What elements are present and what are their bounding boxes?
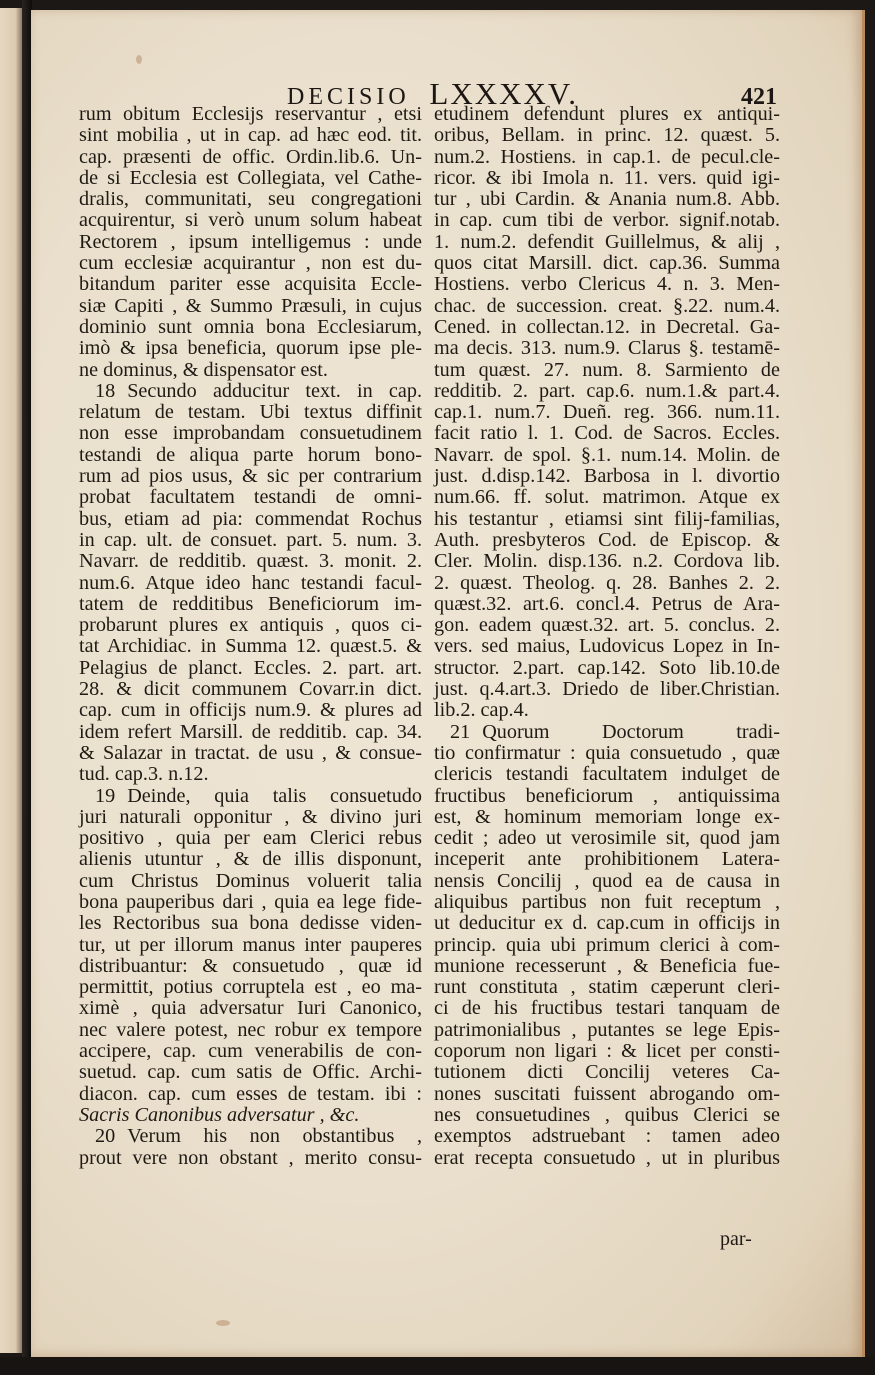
line-text: cedit ; adeo ut verosimile sit, quod jam [434,827,780,850]
line-text: probarunt plures ex antiquis , quos ci- [79,614,422,637]
paper-stain [136,55,142,64]
line-text: tum quæst. 27. num. 8. Sarmiento de [434,358,780,381]
text-line [434,700,780,721]
line-text: num.2. Hostiens. in cap.1. de pecul.cle- [434,145,780,168]
line-text: tat Archidiac. in Summa 12. quæst.5. & [79,635,422,658]
paragraph-start-line [79,1126,422,1147]
line-text: tatem de redditibus Beneficiorum im- [79,592,422,615]
text-line [434,147,780,168]
text-line [79,594,422,615]
paragraph-number: 18 [95,379,116,402]
text-line [434,871,780,892]
text-line [434,168,780,189]
line-text: probat facultatem testandi de omni- [79,486,422,509]
text-line [434,1084,780,1105]
line-text: & Salazar in tractat. de usu , & consue- [79,741,422,764]
text-line [79,296,422,317]
running-title-numeral: LXXXXV. [429,76,579,111]
line-text: fructibus beneficiorum , antiquissima [434,784,780,807]
line-text: bona pauperibus dari , quia ea lege fide- [79,890,422,913]
line-text: Secundo adducitur text. in cap. [127,379,422,402]
running-title-word: DECISIO [287,84,410,110]
line-text: princip. quia ubi primum clerici à com- [434,933,780,956]
line-text: acquirentur, si verò unum solum habeat [79,209,422,232]
catchword: par- [720,1228,752,1250]
text-line [79,1041,422,1062]
line-text: bitandum pariter esse acquisita Eccle- [79,273,422,296]
text-line [434,210,780,231]
text-line [79,189,422,210]
line-text: ne dominus, & dispensator est. [79,358,328,381]
line-text: imò & ipsa beneficia, quorum ipse ple- [79,337,422,360]
line-text: diacon. cap. cum esses de testam. ibi : [79,1082,422,1105]
line-text: cap.1. num.7. Dueñ. reg. 366. num.11. [434,401,780,424]
line-text: tud. cap.3. n.12. [79,763,209,786]
text-line [434,551,780,572]
line-text: Sacris Canonibus adversatur , &c. [79,1103,360,1126]
line-text: tutionem dicti Concilij veteres Ca- [434,1061,780,1084]
paper-stain [216,1320,230,1326]
right-text-column [434,104,780,1169]
line-text: nensis Concilij , quod ea de causa in [434,869,780,892]
text-line [79,615,422,636]
text-line [434,296,780,317]
text-line [79,722,422,743]
paragraph-start-line [79,381,422,402]
text-line [79,509,422,530]
line-text: num.66. ff. solut. matrimon. Atque ex [434,486,780,509]
text-line [434,317,780,338]
text-line [434,636,780,657]
line-text: ut deducitur ex d. cap.cum in officijs in [434,912,780,935]
line-text: Pelagius de planct. Eccles. 2. part. art. [79,656,422,679]
text-line [79,423,422,444]
text-line [79,1020,422,1041]
paragraph-start-line [79,786,422,807]
line-text: relatum de testam. Ubi textus diffinit [79,401,422,424]
line-text: in cap. ult. de consuet. part. 5. num. 3. [79,528,422,551]
line-text: dralis, communitati, seu congregationi [79,188,422,211]
left-text-column [79,104,422,1169]
text-line [434,338,780,359]
text-line [79,210,422,231]
text-line [434,466,780,487]
text-line [434,104,780,125]
line-text: quos citat Marsill. dict. cap.36. Summa [434,252,780,275]
text-line [434,977,780,998]
line-text: distribuantur: & consuetudo , quæ id [79,954,422,977]
line-text: aliquibus partibus non fuit receptum , [434,890,780,913]
line-text: just. q.4.art.3. Driedo de liber.Christian. [434,678,780,701]
facing-page-edge [0,8,22,1353]
text-line [79,871,422,892]
text-line [434,935,780,956]
text-line [434,998,780,1019]
line-text: Cened. in collectan.12. in Decretal. Ga- [434,315,780,338]
text-line [434,509,780,530]
text-line [79,1084,422,1105]
text-line [434,530,780,551]
text-line [79,679,422,700]
line-text: dominio sunt omnia bona Ecclesiarum, [79,315,422,338]
text-line [434,253,780,274]
text-line [434,402,780,423]
line-text: lib.2. cap.4. [434,699,529,722]
line-text: exemptos adstruebant : tamen adeo [434,1125,780,1148]
text-line [79,743,422,764]
line-text: Navarr. de redditib. quæst. 3. monit. 2. [79,550,422,573]
line-text: patrimonialibus , putantes se lege Epis- [434,1018,780,1041]
text-line [434,1105,780,1126]
line-text: his testantur , etiamsi sint filij-familias, [434,507,780,530]
line-text: les Rectoribus sua bona dedisse viden- [79,912,422,935]
text-line [79,935,422,956]
line-text: facit ratio l. 1. Cod. de Sacros. Eccles. [434,422,780,445]
text-line [79,658,422,679]
line-text: Hostiens. verbo Clericus 4. n. 3. Men- [434,273,780,296]
line-text: testandi de aliqua parte horum bono- [79,443,422,466]
text-line [79,1062,422,1083]
line-text: Cler. Molin. disp.136. n.2. Cordova lib. [434,550,780,573]
line-text: coporum non ligari : & licet per consti- [434,1040,780,1063]
text-line [79,232,422,253]
line-text: de si Ecclesia est Collegiata, vel Cathe- [79,166,422,189]
line-text: rum obitum Ecclesijs reservantur , etsi [79,103,422,125]
text-line [434,594,780,615]
line-text: ma decis. 313. num.9. Clarus §. testamē- [434,337,780,360]
text-line [79,977,422,998]
text-line [79,573,422,594]
text-line [434,764,780,785]
line-text: nec valere potest, nec robur ex tempore [79,1018,422,1041]
line-text: oribus, Bellam. in princ. 12. quæst. 5. [434,124,780,147]
line-text: tur , ubi Cardin. & Anania num.8. Abb. [434,188,780,211]
text-line [79,551,422,572]
text-line [434,615,780,636]
line-text: est, & hominum memoriam longe ex- [434,805,780,828]
text-line [79,125,422,146]
line-text: juri naturali opponitur , & divino juri [79,805,422,828]
text-line [434,232,780,253]
line-text: in cap. cum tibi de verbor. signif.notab. [434,209,780,232]
line-text: cap. præsenti de offic. Ordin.lib.6. Un- [79,145,422,168]
paragraph-number: 19 [95,784,116,807]
line-text: clericis testandi facultatem indulget de [434,763,780,786]
text-line [434,786,780,807]
text-line [79,849,422,870]
text-line [79,913,422,934]
text-line [434,423,780,444]
line-text: siæ Capiti , & Summo Præsuli, in cujus [79,294,422,317]
line-text: vers. sed maius, Ludovicus Lopez in In- [434,635,780,658]
line-text: redditib. 2. part. cap.6. num.1.& part.4. [434,379,780,402]
text-line [79,445,422,466]
line-text: tur, ut per illorum manus inter pauperes [79,933,422,956]
text-line [434,913,780,934]
line-text: Deinde, quia talis consuetudo [127,784,422,807]
line-text: runt constituta , statim cæperunt cleri- [434,976,780,999]
line-text: alienis utuntur , & de illis disponunt, [79,848,422,871]
text-line [434,1126,780,1147]
line-text: gon. eadem quæst.32. art. 5. conclus. 2. [434,614,780,637]
line-text: 28. & dicit communem Covarr.in dict. [79,678,422,701]
paragraph-number: 21 [450,720,471,743]
text-line [434,125,780,146]
text-line [434,189,780,210]
line-text: prout vere non obstant , merito consu- [79,1146,422,1169]
text-line [79,274,422,295]
text-line [434,360,780,381]
text-line [434,1148,780,1169]
text-line [434,956,780,977]
line-text: Navarr. de spol. §.1. num.14. Molin. de [434,443,780,466]
text-line [79,764,422,785]
text-line [434,658,780,679]
text-line [79,892,422,913]
text-line [79,700,422,721]
text-line [434,1020,780,1041]
line-text: Verum his non obstantibus , [127,1125,422,1148]
line-text: nones suscitati fuissent abrogando om- [434,1082,780,1105]
text-line [79,828,422,849]
line-text: etudinem defendunt plures ex antiqui- [434,103,780,125]
line-text: suetud. cap. cum satis de Offic. Archi- [79,1061,422,1084]
text-line [79,807,422,828]
text-line [79,530,422,551]
line-text: idem refert Marsill. de redditib. cap. 34. [79,720,422,743]
text-line [434,573,780,594]
page-number: 421 [741,84,777,110]
text-line [79,487,422,508]
text-line [79,1148,422,1169]
line-text: cap. cum in officijs num.9. & plures ad [79,699,422,722]
text-line [79,998,422,1019]
line-text: Quorum Doctorum tradi- [482,720,780,743]
line-text: quæst.32. art.6. concl.4. Petrus de Ara- [434,592,780,615]
text-line [434,892,780,913]
text-line [79,338,422,359]
text-line [79,636,422,657]
line-text: bus, etiam ad pia: commendat Rochus [79,507,422,530]
line-text: inceperit ante prohibitionem Latera- [434,848,780,871]
line-text: Rectorem , ipsum intelligemus : unde [79,230,422,253]
paragraph-number: 20 [95,1125,116,1148]
line-text: positivo , quia per eam Clerici rebus [79,827,422,850]
text-line [79,253,422,274]
line-text: just. d.disp.142. Barbosa in l. divortio [434,465,780,488]
text-line [79,104,422,125]
line-text: accipere, cap. cum venerabilis de con- [79,1040,422,1063]
line-text: Auth. presbyteros Cod. de Episcop. & [434,528,780,551]
line-text: 1. num.2. defendit Guillelmus, & alij , [434,230,780,253]
text-line [434,828,780,849]
text-line [434,1062,780,1083]
text-line [79,317,422,338]
text-line [434,487,780,508]
text-line [79,402,422,423]
text-line [434,1041,780,1062]
line-text: ximè , quia adversatur Iuri Canonico, [79,997,422,1020]
text-line [434,274,780,295]
text-line [79,466,422,487]
line-text: num.6. Atque ideo hanc testandi facul- [79,571,422,594]
line-text: structor. 2.part. cap.142. Soto lib.10.de [434,656,780,679]
line-text: sint mobilia , ut in cap. ad hæc eod. tit. [79,124,422,147]
line-text: ricor. & ibi Imola n. 11. vers. quid igi- [434,166,780,189]
line-text: permittit, potius corruptela est , eo ma- [79,976,422,999]
line-text: rum ad pios usus, & sic per contrarium [79,465,422,488]
text-line [434,381,780,402]
text-line [434,743,780,764]
line-text: cum ecclesiæ acquirantur , non est du- [79,252,422,275]
paragraph-start-line [434,722,780,743]
text-line [79,1105,422,1126]
line-text: nes consuetudines , quibus Clerici se [434,1103,780,1126]
book-bottom-edge [0,1357,875,1375]
line-text: munione recesserunt , & Beneficia fue- [434,954,780,977]
text-line [79,956,422,977]
text-line [79,360,422,381]
text-line [434,807,780,828]
line-text: erat recepta consuetudo , ut in pluribus [434,1146,780,1169]
line-text: 2. quæst. Theolog. q. 28. Banhes 2. 2. [434,571,780,594]
line-text: tio confirmatur : quia consuetudo , quæ [434,741,780,764]
line-text: chac. de succession. creat. §.22. num.4. [434,294,780,317]
line-text: ci de his fructibus testari tanquam de [434,997,780,1020]
line-text: non esse improbandam consuetudinem [79,422,422,445]
text-line [434,849,780,870]
text-line [79,147,422,168]
text-line [79,168,422,189]
text-line [434,445,780,466]
line-text: cum Christus Dominus voluerit talia [79,869,422,892]
text-line [434,679,780,700]
